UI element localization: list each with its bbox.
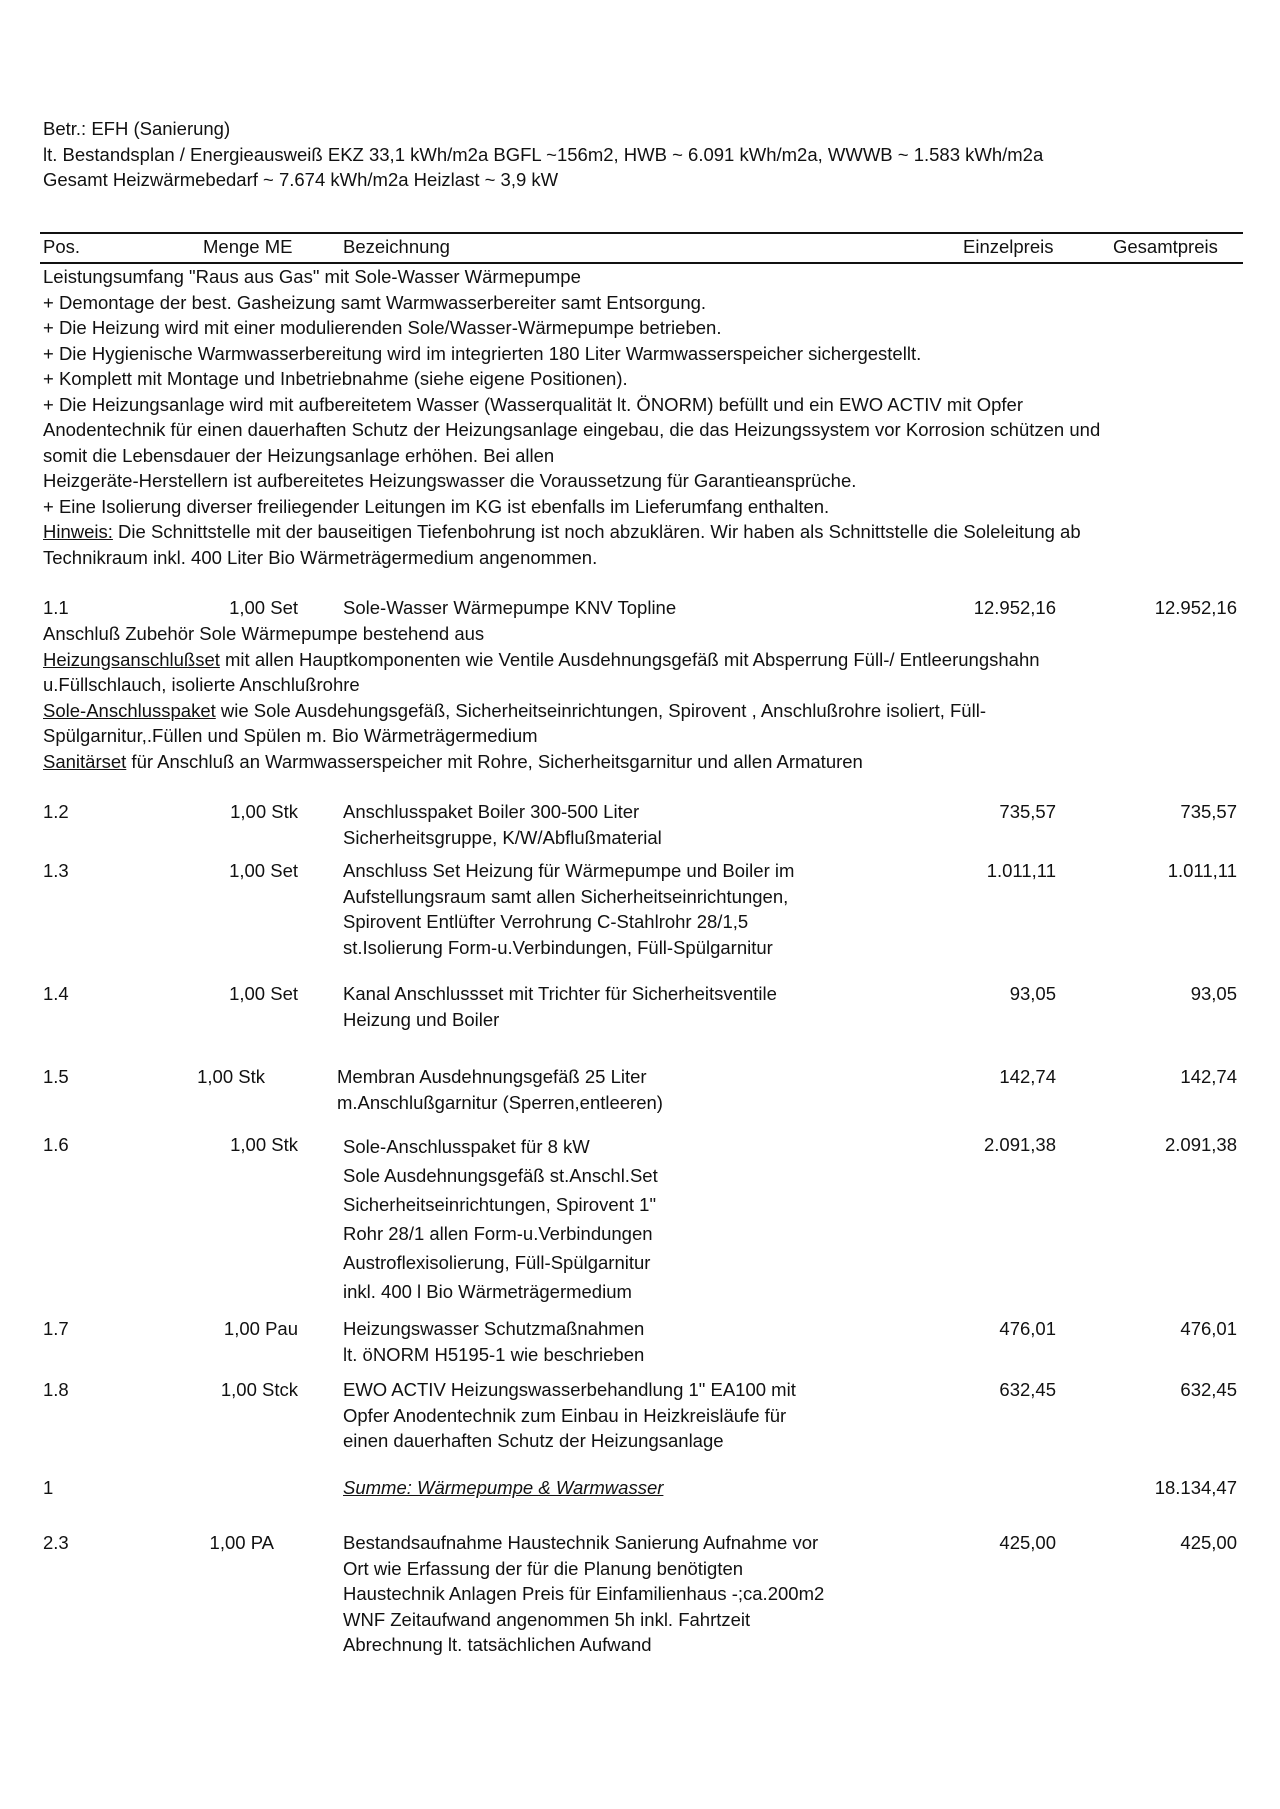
- intro-line: + Die Heizung wird mit einer modulierenden Sole/Wasser-Wärmepumpe betrieben.: [43, 317, 722, 338]
- item-unit-price: 476,01: [999, 1318, 1056, 1339]
- detail-text: wie Sole Ausdehungsgefäß, Sicherheitseinrichtungen, Spirovent , Anschlußrohre isoliert, Füll-: [215, 699, 986, 721]
- item-pos: 2.3: [43, 1532, 69, 1553]
- detail-underlined-term: Sanitärset: [43, 750, 127, 772]
- item-description-line: Aufstellungsraum samt allen Sicherheitseinrichtungen,: [343, 885, 789, 907]
- item-pos: 1.7: [43, 1318, 69, 1339]
- detail-text: mit allen Hauptkomponenten wie Ventile Ausdehnungsgefäß mit Absperrung Füll-/ Entleerungshahn: [219, 648, 1040, 670]
- item-total-price: 1.011,11: [1167, 860, 1237, 881]
- item-pos: 1.1: [43, 597, 69, 618]
- item-total-price: 425,00: [1180, 1532, 1237, 1553]
- item-total-price: 142,74: [1180, 1066, 1237, 1087]
- intro-hint: [43, 519, 1243, 545]
- hint-label: Hinweis:: [43, 521, 113, 542]
- item-unit-price: 425,00: [999, 1532, 1056, 1553]
- item-pos: 1.8: [43, 1379, 69, 1400]
- item-description: [343, 1530, 903, 1658]
- item-pos: 1.5: [43, 1066, 69, 1087]
- item-description-line: Rohr 28/1 allen Form-u.Verbindungen: [343, 1223, 653, 1244]
- column-header-pos: Pos.: [43, 236, 81, 257]
- column-header-unit-price: Einzelpreis: [963, 236, 1054, 257]
- item-description-line: WNF Zeitaufwand angenommen 5h inkl. Fahrtzeit: [343, 1608, 751, 1630]
- item-unit-price: 142,74: [999, 1066, 1056, 1087]
- header-subject: Betr.: EFH (Sanierung): [43, 118, 231, 139]
- item-description: [337, 1064, 897, 1115]
- item-description-line: Heizung und Boiler: [343, 1008, 500, 1030]
- item-qty: 1,00 Stck: [220, 1379, 298, 1400]
- intro-line: + Komplett mit Montage und Inbetriebnahme (siehe eigene Positionen).: [43, 368, 628, 389]
- detail-line: [43, 698, 1243, 724]
- item-unit-price: 632,45: [999, 1379, 1056, 1400]
- item-description: [343, 1316, 903, 1367]
- line-item-1-1-details: [43, 621, 1243, 774]
- item-description: Sole-Wasser Wärmepumpe KNV Topline: [343, 597, 677, 618]
- item-unit-price: 93,05: [1009, 983, 1056, 1004]
- item-description-line: Sicherheitseinrichtungen, Spirovent 1": [343, 1194, 657, 1215]
- item-description-line: Heizungswasser Schutzmaßnahmen: [343, 1318, 645, 1339]
- item-description-line: Anschluss Set Heizung für Wärmepumpe und Boiler im: [343, 860, 795, 881]
- detail-underlined-term: Heizungsanschlußset: [43, 648, 220, 670]
- summary-pos: 1: [43, 1477, 54, 1498]
- item-description-line: Membran Ausdehnungsgefäß 25 Liter: [337, 1066, 647, 1087]
- item-unit-price: 12.952,16: [973, 597, 1056, 618]
- item-description-line: Spirovent Entlüfter Verrohrung C-Stahlrohr 28/1,5: [343, 911, 749, 932]
- item-description-line: m.Anschlußgarnitur (Sperren,entleeren): [337, 1091, 663, 1113]
- item-description-line: Ort wie Erfassung der für die Planung benötigten: [343, 1557, 744, 1579]
- item-description: [343, 799, 903, 850]
- detail-line: u.Füllschlauch, isolierte Anschlußrohre: [43, 674, 360, 695]
- item-description-line: Anschlusspaket Boiler 300-500 Liter: [343, 801, 640, 822]
- intro-hint-line2: Technikraum inkl. 400 Liter Bio Wärmeträgermedium angenommen.: [43, 546, 598, 568]
- item-qty: 1,00 Set: [229, 860, 298, 881]
- item-qty: 1,00 Set: [229, 597, 298, 618]
- item-description-line: einen dauerhaften Schutz der Heizungsanlage: [343, 1430, 724, 1451]
- item-total-price: 476,01: [1180, 1318, 1237, 1339]
- detail-line: Anschluß Zubehör Sole Wärmepumpe bestehend aus: [43, 623, 485, 644]
- header-energy-data: lt. Bestandsplan / Energieausweiß EKZ 33,1 kWh/m2a BGFL ~156m2, HWB ~ 6.091 kWh/m2a, WWWB ~ 1.583 kWh/m2a: [43, 143, 1044, 165]
- item-pos: 1.6: [43, 1134, 69, 1155]
- item-qty: 1,00 Stk: [230, 801, 298, 822]
- item-description-line: Austroflexisolierung, Füll-Spülgarnitur: [343, 1252, 651, 1273]
- column-header-description: Bezeichnung: [343, 236, 450, 257]
- summary-label: Summe: Wärmepumpe & Warmwasser: [343, 1477, 664, 1498]
- hint-text: Die Schnittstelle mit der bauseitigen Tiefenbohrung ist noch abzuklären. Wir haben als Schnittstelle die Soleleitung ab: [112, 521, 1081, 542]
- item-description-line: Haustechnik Anlagen Preis für Einfamilienhaus -;ca.200m2: [343, 1583, 825, 1604]
- detail-line: [43, 647, 1243, 673]
- item-description-line: Sicherheitsgruppe, K/W/Abflußmaterial: [343, 826, 662, 848]
- item-pos: 1.3: [43, 860, 69, 881]
- header-heat-demand: Gesamt Heizwärmebedarf ~ 7.674 kWh/m2a Heizlast ~ 3,9 kW: [43, 169, 559, 190]
- item-description: [343, 858, 903, 960]
- item-description-line: EWO ACTIV Heizungswasserbehandlung 1" EA100 mit: [343, 1379, 796, 1400]
- item-qty: 1,00 PA: [209, 1532, 274, 1553]
- item-qty: 1,00 Stk: [197, 1066, 265, 1087]
- item-unit-price: 1.011,11: [986, 860, 1056, 881]
- detail-text: für Anschluß an Warmwasserspeicher mit Rohre, Sicherheitsgarnitur und allen Armaturen: [126, 750, 863, 772]
- detail-line: [43, 749, 1243, 775]
- item-unit-price: 735,57: [999, 801, 1056, 822]
- detail-underlined-term: Sole-Anschlusspaket: [43, 699, 216, 721]
- item-pos: 1.2: [43, 801, 69, 822]
- intro-line: + Die Hygienische Warmwasserbereitung wird im integrierten 180 Liter Warmwasserspeicher sichergestellt.: [43, 342, 922, 364]
- intro-line: + Eine Isolierung diverser freiliegender Leitungen im KG ist ebenfalls im Lieferumfang enthalten.: [43, 495, 830, 517]
- item-description-line: Sole-Anschlusspaket für 8 kW: [343, 1136, 590, 1157]
- intro-line: Anodentechnik für einen dauerhaften Schutz der Heizungsanlage eingebau, die das Heizungssystem vor Korrosion schützen und: [43, 419, 1101, 440]
- item-description-line: inkl. 400 l Bio Wärmeträgermedium: [343, 1281, 632, 1302]
- item-description-line: st.Isolierung Form-u.Verbindungen, Füll-Spülgarnitur: [343, 936, 773, 958]
- item-description-line: Bestandsaufnahme Haustechnik Sanierung Aufnahme vor: [343, 1532, 819, 1553]
- document-header: [43, 116, 1043, 193]
- intro-line: Leistungsumfang "Raus aus Gas" mit Sole-Wasser Wärmepumpe: [43, 266, 581, 287]
- item-total-price: 2.091,38: [1164, 1134, 1237, 1155]
- item-qty: 1,00 Pau: [223, 1318, 298, 1339]
- item-description-line: Kanal Anschlussset mit Trichter für Sicherheitsventile: [343, 983, 777, 1004]
- item-qty: 1,00 Set: [229, 983, 298, 1004]
- item-unit-price: 2.091,38: [983, 1134, 1056, 1155]
- detail-line: Spülgarnitur,.Füllen und Spülen m. Bio Wärmeträgermedium: [43, 725, 538, 746]
- intro-text: [43, 264, 1243, 570]
- intro-line: + Die Heizungsanlage wird mit aufbereitetem Wasser (Wasserqualität lt. ÖNORM) befüllt und ein EWO ACTIV mit Opfer: [43, 393, 1023, 415]
- item-pos: 1.4: [43, 983, 69, 1004]
- item-description: [343, 1377, 903, 1454]
- item-description: [343, 1132, 903, 1306]
- item-description-line: Opfer Anodentechnik zum Einbau in Heizkreisläufe für: [343, 1404, 787, 1426]
- item-description-line: lt. öNORM H5195-1 wie beschrieben: [343, 1343, 645, 1365]
- intro-line: + Demontage der best. Gasheizung samt Warmwasserbereiter samt Entsorgung.: [43, 291, 707, 313]
- item-description-line: Sole Ausdehnungsgefäß st.Anschl.Set: [343, 1165, 658, 1186]
- item-qty: 1,00 Stk: [230, 1134, 298, 1155]
- item-description: [343, 981, 903, 1032]
- intro-line: somit die Lebensdauer der Heizungsanlage erhöhen. Bei allen: [43, 444, 555, 466]
- item-total-price: 12.952,16: [1154, 597, 1237, 618]
- summary-total: 18.134,47: [1154, 1477, 1237, 1498]
- item-total-price: 735,57: [1180, 801, 1237, 822]
- item-description-line: Abrechnung lt. tatsächlichen Aufwand: [343, 1634, 652, 1655]
- item-total-price: 632,45: [1180, 1379, 1237, 1400]
- column-header-total-price: Gesamtpreis: [1113, 236, 1218, 257]
- column-header-qty: Menge ME: [203, 236, 293, 257]
- intro-line: Heizgeräte-Herstellern ist aufbereitetes Heizungswasser die Voraussetzung für Garantieansprüche.: [43, 470, 857, 491]
- item-total-price: 93,05: [1190, 983, 1237, 1004]
